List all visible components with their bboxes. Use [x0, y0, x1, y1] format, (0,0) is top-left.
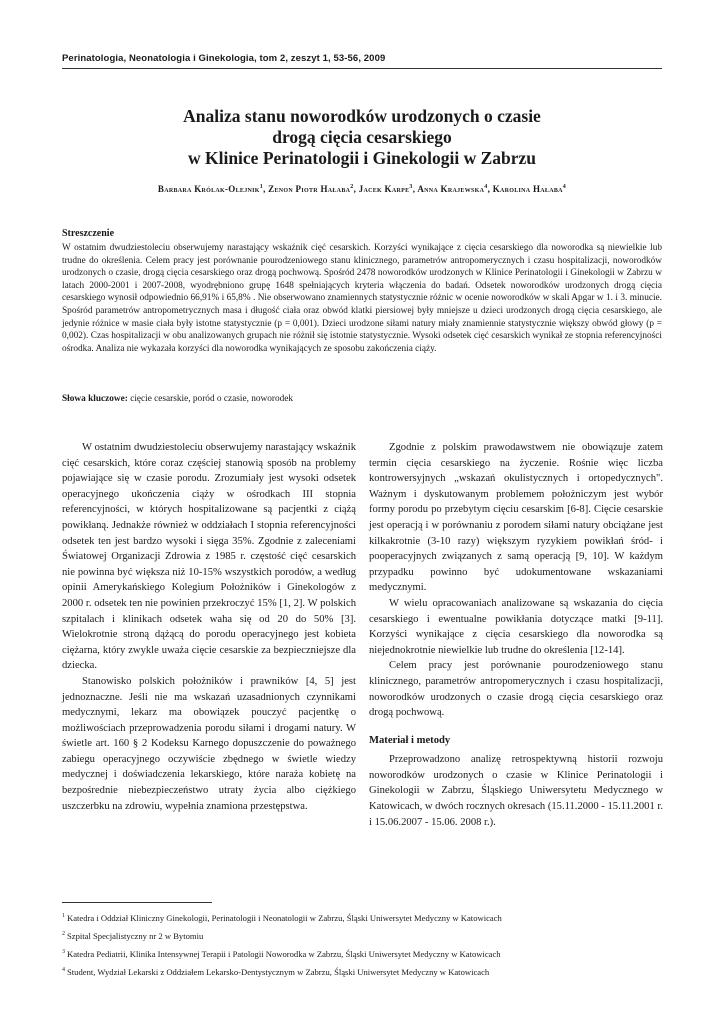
methods-heading: Materiał i metody: [369, 734, 451, 746]
footnote-text: Katedra Pediatrii, Klinika Intensywnej Terapii i Patologii Noworodka w Zabrzu, Śląski Uniwersytet Medyczny w Katowicach: [67, 948, 501, 959]
footnote: [62, 926, 662, 944]
body-paragraph: Celem pracy jest porównanie pourodzeniowego stanu klinicznego, parametrów antropomerycznych i czasu hospitalizacji, noworodków urodzonych o czasie drogą cięcia cesarskiego oraz drogą pochwową.: [369, 660, 663, 719]
keywords: [62, 393, 662, 406]
footnote-text: Student, Wydział Lekarski z Oddziałem Lekarsko-Dentystycznym w Zabrzu, Śląski Uniwersytet Medyczny w Katowicach: [67, 967, 490, 978]
body-paragraph: W ostatnim dwudziestoleciu obserwujemy narastający wskaźnik cięć cesarskich, które coraz częściej stanowią sposób na problemy pojawiające się w czasie porodu. Zrozumiały jest wysoki odsetek operacyjnego ukończenia ciąży w ośrodkach III stopnia referencyjności, w których hospitalizowane są pacjentki z ciążą powikłaną. Jednakże również w oddziałach I stopnia referencyjności odsetek ten jest bardzo wysoki i sięga 35%. Zgodnie z zaleceniami Światowej Organizacji Zdrowia z 1985 r. częstość cięć cesarskich nie powinna być większa niż 10-15% wszystkich porodów, a według opinii Amerykańskiego Kolegium Położników i Ginekologów z 2000 r. odsetek ten nie powinien przekroczyć 15% [1, 2]. W polskich szpitalach i klinikach odsetek waha się od 20 do 50% [3]. Wielokrotnie stroną dążącą do porodu operacyjnego jest kobieta ciężarna, który zwykle uważa cięcie cesarskie za bezpieczniejsze dla dziecka.: [62, 442, 356, 672]
footnote-mark: 4: [62, 967, 65, 974]
article-title: [62, 106, 662, 169]
header-rule: [62, 68, 662, 69]
footnotes: [62, 908, 662, 980]
abstract-heading: Streszczenie: [62, 228, 115, 239]
footnote-text: Szpital Specjalistyczny nr 2 w Bytomiu: [67, 930, 204, 941]
abstract-text: W ostatnim dwudziestoleciu obserwujemy narastający wskaźnik cięć cesarskich. Korzyści wynikające z cięcia cesarskiego dla noworodka są niewielkie lub trudne do określenia. Celem pracy jest porównanie pourodzeniowego stanu klinicznego, parametrów antropomerycznych i czasu hospitalizacji, noworodków urodzonych o czasie, drogą cięcia cesarskiego oraz drogą pochwową. Spośród 2478 noworodków urodzonych w Klinice Perinatologii i Ginekologii w Zabrzu w latach 2000-2001 i 2007-2008, wyodrębniono grupę 1648 spełniających kryteria włączenia do badań. Odsetek noworodków urodzonych drogą cięcia cesarskiego wynosił odpowiednio 66,91% i 65,8% . Nie obserwowano znamiennych statystycznie różnic w ocenie noworodków w skali Apgar w 1. i 3. minucie. Spośród parametrów antropometrycznych masa i długość ciała oraz obwód klatki piersiowej były mniejsze u dzieci urodzonych drogą cięcia cesarskiego, ale jedynie różnice w masie ciała były istotne statystycznie (p = 0,001). Dzieci urodzone siłami natury miały znamiennie statystycznie większy obwód głowy (p = 0,002). Czas hospitalizacji w obu analizowanych grupach nie różnił się istotnie statystycznie. Wysoki odsetek cięć cesarskich wynikał ze stopnia referencyjności ośrodka. Analiza nie wykazała korzyści dla noworodka wynikających ze sposobu zakończenia ciąży.: [62, 243, 662, 354]
footnote-mark: 3: [62, 949, 65, 956]
author: Zenon Piotr Hałaba: [268, 184, 351, 194]
body-paragraph: Zgodnie z polskim prawodawstwem nie obowiązuje zatem termin cięcia cesarskiego na życzenie. Rośnie więc liczba kontrowersyjnych „wskazań okulistycznych i ortopedycznych". Ważnym i dyskutowanym problemem położniczym jest wybór formy porodu po przebytym cięciu cesarskim [6-8]. Cięcie cesarskie jest operacją i w porównaniu z porodem siłami natury obciążane jest kilkakrotnie (3-10 razy) większym ryzykiem powikłań śród- i pooperacyjnych związanych z samą operacją [9, 10]. W każdym przypadku powinno być udokumentowane wskazaniami medycznymi.: [369, 442, 663, 594]
body-column-left: [62, 440, 356, 814]
author-affiliation: 3: [409, 184, 413, 190]
footnote-rule: [62, 902, 212, 903]
footnote-mark: 1: [62, 913, 65, 919]
title-line-3: w Klinice Perinatologii i Ginekologii w Zabrzu: [187, 148, 537, 168]
author-affiliation: 2: [350, 184, 354, 190]
title-line-1: Analiza stanu noworodków urodzonych o czasie: [183, 106, 541, 126]
footnote: [62, 944, 662, 962]
author: Jacek Karpe: [358, 184, 410, 194]
body-paragraph: Przeprowadzono analizę retrospektywną historii rozwoju noworodków urodzonych o czasie w Klinice Perinatologii i Ginekologii w Zabrzu, Śląskiego Uniwersytetu Medycznego w Katowicach, w dwóch rocznych okresach (15.11.2000 - 15.11.2001 r. i 15.06.2007 - 15.06. 2008 r.).: [369, 754, 663, 828]
author-list: Barbara Królak-Olejnik$^1$, Zenon Piotr Hałaba$^2$, Jacek Karpe$^3$, Anna Krajewska$^4$, Karolina Hałaba$^4$: [157, 184, 567, 194]
author: Barbara Królak-Olejnik: [157, 184, 260, 194]
author: Anna Krajewska: [417, 184, 485, 194]
body-paragraph: Stanowisko polskich położników i prawników [4, 5] jest jednoznaczne. Jeśli nie ma wskazań uzasadnionych czynnikami medycznymi, lekarz ma obowiązek pouczyć pacjentkę o możliwościach przeprowadzenia porodu siłami i drogami natury. W świetle art. 160 § 2 Kodeksu Karnego dopuszczenie do poważnego zabiegu operacyjnego oczywiście zbędnego w świetle wiedzy medycznej i doświadczenia lekarskiego, które naraża kobietę na bezpośrednie niebezpieczeństwo utraty życia albo ciężkiego uszczerbku na zdrowiu, wypełnia znamiona przestępstwa.: [62, 675, 356, 812]
body-paragraph: W wielu opracowaniach analizowane są wskazania do cięcia cesarskiego i ewentualne powikłania dotyczące matki [9-11]. Korzyści wynikające z cięcia cesarskiego dla noworodka są niejednokrotnie niewielkie lub trudne do określenia [12-14].: [369, 597, 663, 656]
author-affiliation: 4: [484, 184, 488, 190]
keywords-label: Słowa kluczowe:: [62, 394, 128, 404]
author-affiliation: 4: [562, 184, 567, 190]
body-column-right: [369, 440, 663, 830]
author: Karolina Hałaba: [492, 184, 563, 194]
title-line-2: drogą cięcia cesarskiego: [272, 127, 452, 147]
footnote: [62, 962, 662, 980]
footnote-mark: 2: [62, 931, 65, 938]
author-affiliation: 1: [259, 184, 264, 190]
footnote: [62, 908, 662, 926]
footnote-text: Katedra i Oddział Kliniczny Ginekologii, Perinatologii i Neonatologii w Zabrzu, Śląski Uniwersytet Medyczny w Katowicach: [67, 912, 502, 923]
running-head: Perinatologia, Neonatologia i Ginekologia, tom 2, zeszyt 1, 53-56, 2009: [62, 53, 386, 64]
keywords-text: cięcie cesarskie, poród o czasie, noworodek: [130, 394, 294, 404]
